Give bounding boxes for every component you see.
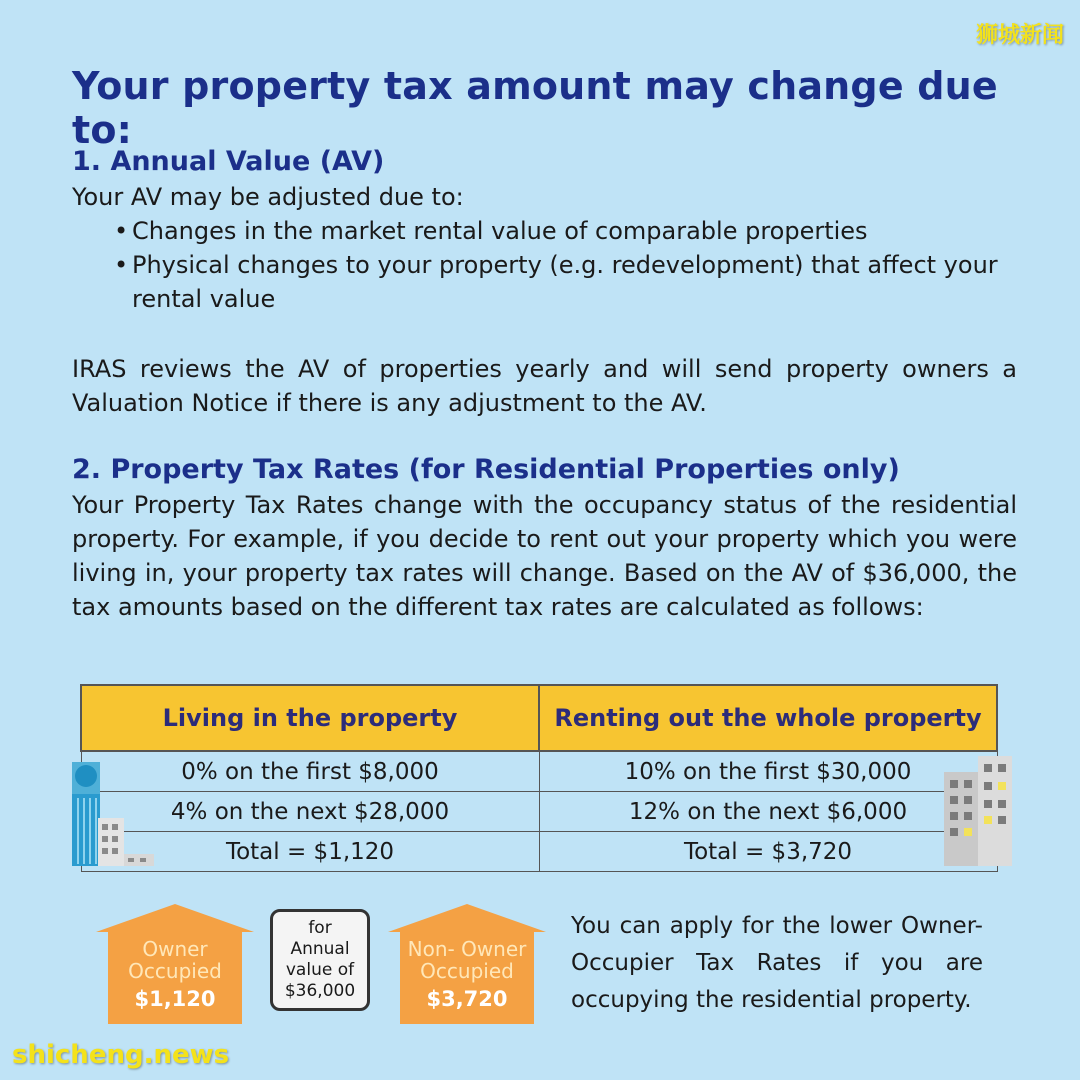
annual-value-box: for Annual value of $36,000 [270,909,370,1011]
section1-bullet-list [72,214,1017,316]
owner-label-line1: Owner [142,937,208,961]
office-building-icon [940,756,1016,868]
table-header-row [81,685,997,751]
table-cell: 0% on the first $8,000 [81,751,539,792]
section1-paragraph: IRAS reviews the AV of properties yearly and will send property owners a Valuation Notice if there is any adjustment to the AV. [72,355,1017,417]
section1-heading: 1. Annual Value (AV) [72,146,385,177]
non-owner-occupied-house [388,904,546,1024]
table-cell: 12% on the next $6,000 [539,792,997,832]
header-renting: Renting out the whole property [539,685,997,751]
owner-occupied-house [96,904,254,1024]
watermark-bottom: shicheng.news [12,1040,230,1070]
house-roof-icon [96,904,254,932]
section2-heading: 2. Property Tax Rates (for Residential Properties only) [72,454,900,485]
owner-occupier-note: You can apply for the lower Owner-Occupier Tax Rates if you are occupying the residential property. [571,913,983,1013]
bullet-item: • Changes in the market rental value of comparable properties [114,214,1017,248]
header-living: Living in the property [81,685,539,751]
bullet-item: • Physical changes to your property (e.g. redevelopment) that affect your rental value [114,248,1017,316]
owner-label-line2: Occupied [128,959,222,983]
table-row [81,792,997,832]
apartment-building-icon [70,758,160,868]
house-roof-icon [388,904,546,932]
page-title: Your property tax amount may change due to: [72,64,998,152]
nonowner-amount: $3,720 [426,987,508,1011]
nonowner-label-line2: Occupied [420,959,514,983]
section-annual-value [72,144,1017,316]
section-tax-rates [72,452,1017,624]
table-row [81,751,997,792]
bullet-dot-icon: • [114,217,129,245]
watermark-top: 狮城新闻 [975,23,1064,48]
owner-amount: $1,120 [134,987,216,1011]
table-row [81,832,997,872]
nonowner-label-line1: Non- Owner [407,937,527,961]
section2-paragraph: Your Property Tax Rates change with the occupancy status of the residential property. For example, if you decide to rent out your property which you were living in, your property tax rates will change. Based on the AV of $36,000, the tax amounts based on the different tax rates are calculated as follows: [72,491,1017,621]
table-cell: 10% on the first $30,000 [539,751,997,792]
section1-intro: Your AV may be adjusted due to: [72,183,464,211]
tax-rates-table [80,684,998,872]
table-cell: 4% on the next $28,000 [81,792,539,832]
table-cell: Total = $1,120 [81,832,539,872]
bullet-dot-icon: • [114,251,129,279]
table-cell: Total = $3,720 [539,832,997,872]
